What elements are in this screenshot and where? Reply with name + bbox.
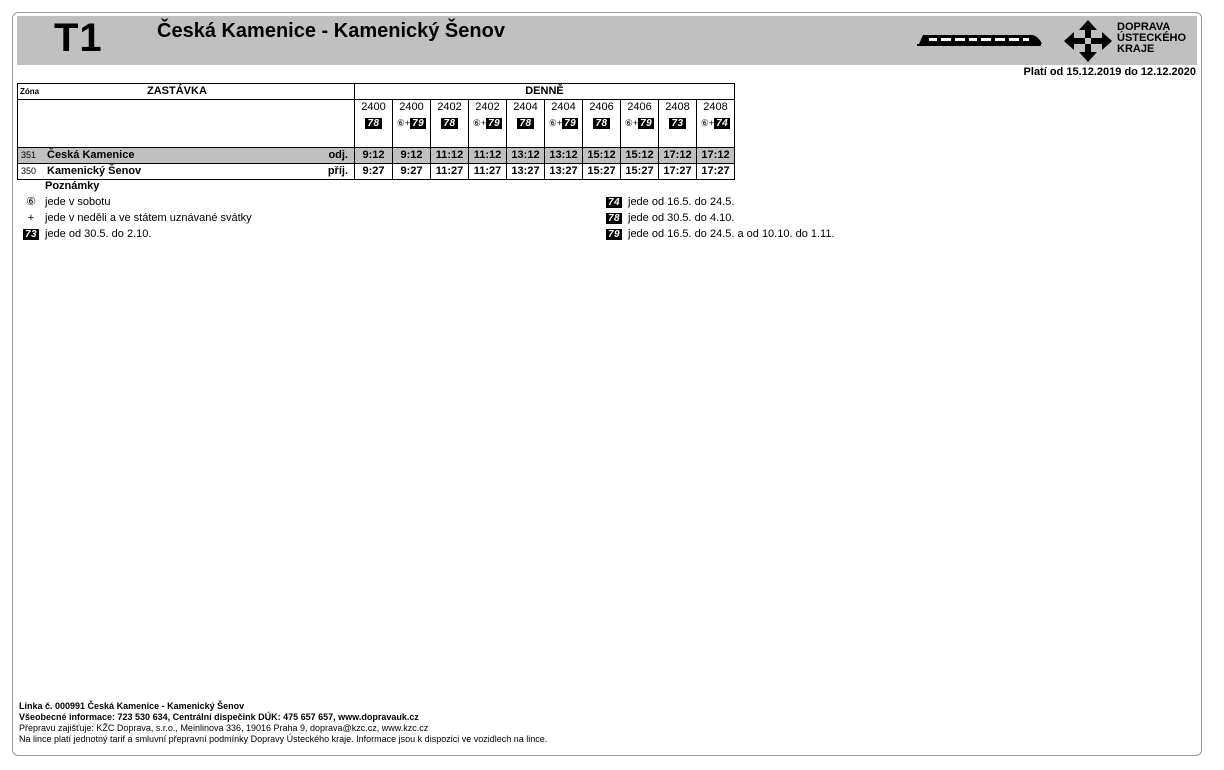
train-symbols — [431, 115, 469, 132]
stop-name: Kamenický Šenov — [47, 164, 313, 180]
stop-row — [18, 164, 735, 180]
arrival-time: 11:27 — [469, 164, 507, 180]
note-code-badge: 78 — [519, 118, 532, 129]
stop-name: Česká Kamenice — [47, 148, 313, 164]
arrival-time: 17:27 — [697, 164, 735, 180]
stop-direction: příj. — [313, 164, 355, 180]
footer-operator: Přepravu zajišťuje: KŽC Doprava, s.r.o., Meinlinova 336, 19016 Praha 9, doprava@kzc.cz, www.kzc.cz — [19, 723, 429, 733]
train-symbols: ⑥+ 79 — [393, 115, 431, 132]
timetable — [17, 83, 735, 180]
saturday-symbol: ⑥ — [26, 196, 36, 208]
arrival-time: 13:27 — [507, 164, 545, 180]
arrival-time: 17:27 — [659, 164, 697, 180]
departure-time: 17:12 — [697, 148, 735, 164]
train-number: 2406 — [583, 100, 621, 116]
train-number-row — [18, 100, 735, 116]
stop-direction: odj. — [313, 148, 355, 164]
arrival-time: 9:27 — [355, 164, 393, 180]
departure-time: 11:12 — [469, 148, 507, 164]
dopravauk-logo-icon — [1063, 19, 1113, 63]
arrival-time: 15:27 — [621, 164, 659, 180]
dopravauk-logo-text: DOPRAVA ÚSTECKÉHO KRAJE — [1117, 21, 1187, 55]
note-code-badge: 74 — [716, 118, 729, 129]
train-number: 2402 — [431, 100, 469, 116]
arrival-time: 11:27 — [431, 164, 469, 180]
footer-contact: Všeobecné informace: 723 530 634, Centrální dispečink DÚK: 475 657 657, www.dopravauk.cz — [19, 712, 419, 722]
note-code-badge: 79 — [640, 118, 653, 129]
zone-header: Zóna — [18, 84, 48, 100]
period-header: DENNĚ — [355, 84, 735, 100]
notes-title: Poznámky — [45, 180, 100, 192]
train-symbols: ⑥+ 79 — [469, 115, 507, 132]
departure-time: 17:12 — [659, 148, 697, 164]
arrival-time: 15:27 — [583, 164, 621, 180]
note-code-badge: 79 — [564, 118, 577, 129]
train-symbols — [583, 115, 621, 132]
arrival-time: 9:27 — [393, 164, 431, 180]
footer-tariff: Na lince platí jednotný tarif a smluvní přepravní podmínky Dopravy Ústeckého kraje. Informace jsou k dispozici ve vozidlech na lince. — [19, 734, 548, 744]
train-symbols — [659, 115, 697, 132]
stop-header: ZASTÁVKA — [47, 84, 355, 100]
train-number: 2408 — [697, 100, 735, 116]
train-number: 2400 — [393, 100, 431, 116]
departure-time: 9:12 — [393, 148, 431, 164]
footer — [19, 701, 547, 745]
train-number: 2404 — [507, 100, 545, 116]
departure-time: 11:12 — [431, 148, 469, 164]
train-symbols: ⑥+ 74 — [697, 115, 735, 132]
stop-row — [18, 148, 735, 164]
stop-zone: 350 — [18, 164, 48, 180]
validity-period: Platí od 15.12.2019 do 12.12.2020 — [1023, 66, 1196, 78]
train-number: 2408 — [659, 100, 697, 116]
arrival-time: 13:27 — [545, 164, 583, 180]
note-code-badge: 78 — [607, 213, 621, 224]
train-symbols — [355, 115, 393, 132]
stop-zone: 351 — [18, 148, 48, 164]
note-code-badge: 73 — [24, 229, 38, 240]
departure-time: 13:12 — [545, 148, 583, 164]
note-code-badge: 79 — [607, 229, 621, 240]
departure-time: 13:12 — [507, 148, 545, 164]
route-title: Česká Kamenice - Kamenický Šenov — [157, 20, 505, 42]
line-number: T1 — [54, 16, 103, 60]
table-header-row — [18, 84, 735, 100]
departure-time: 9:12 — [355, 148, 393, 164]
train-number: 2400 — [355, 100, 393, 116]
train-number: 2404 — [545, 100, 583, 116]
note-code-badge: 78 — [443, 118, 456, 129]
note-code-badge: 74 — [607, 197, 621, 208]
sunday-symbol: + — [27, 212, 35, 224]
train-number: 2402 — [469, 100, 507, 116]
note-code-badge: 73 — [671, 118, 684, 129]
note-code-badge: 79 — [412, 118, 425, 129]
footer-line-info: Linka č. 000991 Česká Kamenice - Kamenický Šenov — [19, 701, 245, 711]
note-code-badge: 78 — [367, 118, 380, 129]
note-code-badge: 78 — [595, 118, 608, 129]
note-code-badge: 79 — [488, 118, 501, 129]
train-symbols: ⑥+ 79 — [545, 115, 583, 132]
timetable-header — [17, 16, 1197, 65]
departure-time: 15:12 — [621, 148, 659, 164]
departure-time: 15:12 — [583, 148, 621, 164]
train-symbols: ⑥+ 79 — [621, 115, 659, 132]
train-symbols — [507, 115, 545, 132]
train-number: 2406 — [621, 100, 659, 116]
train-icon — [915, 32, 1043, 48]
